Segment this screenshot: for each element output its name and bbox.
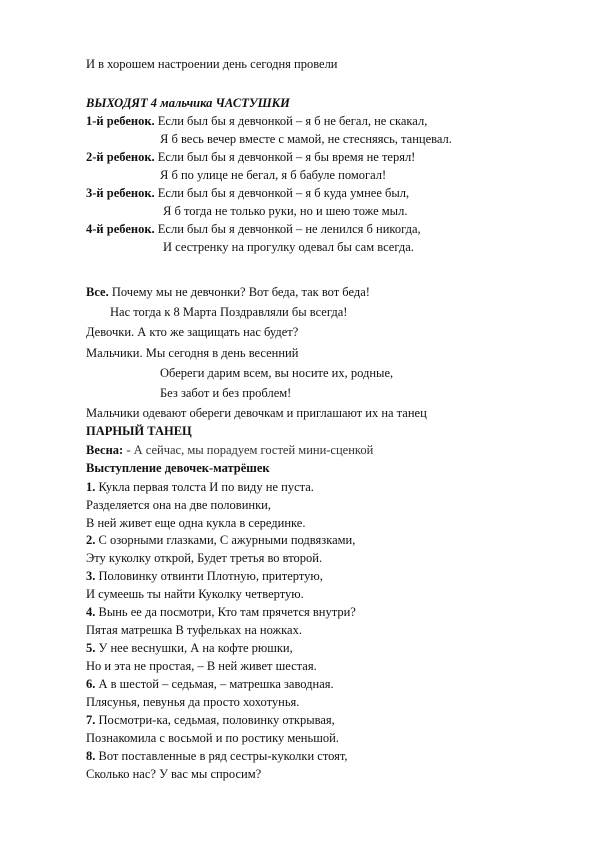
poem-line [86,532,355,548]
line-number: 2. [86,533,96,547]
verse-text: Если был бы я девчонкой – не ленился б никогда, [154,222,421,236]
verse-line [86,185,409,201]
poem-text: Пятая матрешка В туфельках на ножках. [86,623,302,637]
poem-text: В ней живет еще одна кукла в серединке. [86,516,306,530]
speaker-label: 1-й ребенок. [86,114,155,128]
poem-text: У нее веснушки, А на кофте рюшки, [95,641,293,655]
dance-heading: ПАРНЫЙ ТАНЕЦ [86,424,192,438]
poem-text: Плясунья, певунья да просто хохотунья. [86,695,300,709]
poem-line [86,712,335,728]
poem-text: А в шестой – седьмая, – матрешка заводная. [95,677,334,691]
girls-line: Девочки. А кто же защищать нас будет? [86,325,299,339]
poem-line [86,730,339,746]
poem-line [86,550,322,566]
verse-line [86,149,415,165]
line-number: 6. [86,677,96,691]
poem-line [86,658,317,674]
verse-line: Я б тогда не только руки, но и шею тоже мыл. [163,204,408,218]
line-number: 7. [86,713,96,727]
line-number: 1. [86,480,96,494]
poem-line [86,479,314,495]
intro-line: И в хорошем настроении день сегодня провели [86,57,338,71]
boys-line: Мальчики. Мы сегодня в день весенний [86,346,299,360]
speaker-label: Весна: [86,443,124,457]
verse-line: Я б весь вечер вместе с мамой, не стесняясь, танцевал. [160,132,452,146]
speaker-label: 2-й ребенок. [86,150,155,164]
line-number: 4. [86,605,96,619]
poem-text: Но и эта не простая, – В ней живет шестая. [86,659,317,673]
verse-text: Если был бы я девчонкой – я бы время не терял! [154,150,416,164]
poem-text: Половинку отвинти Плотную, притертую, [95,569,323,583]
verse-line [86,113,427,129]
poem-text: Разделяется она на две половинки, [86,498,271,512]
boys-line: Без забот и без проблем! [160,386,292,400]
speaker-label: Все. [86,285,109,299]
speaker-label: 3-й ребенок. [86,186,155,200]
poem-line [86,640,293,656]
poem-text: С озорными глазками, С ажурными подвязками, [95,533,356,547]
poem-text: И сумеешь ты найти Куколку четвертую. [86,587,304,601]
poem-text: Познакомила с восьмой и по ростику меньшой. [86,731,339,745]
poem-line [86,694,299,710]
line-number: 5. [86,641,96,655]
poem-text: Вынь ее да посмотри, Кто там прячется внутри? [95,605,356,619]
verse-line: И сестренку на прогулку одевал бы сам всегда. [163,240,414,254]
poem-line [86,622,302,638]
poem-text: Кукла первая толста И по виду не пуста. [95,480,314,494]
poem-text: Посмотри-ка, седьмая, половинку открывая, [95,713,335,727]
vse-line-2: Нас тогда к 8 Марта Поздравляли бы всегда! [110,305,348,319]
poem-line [86,604,356,620]
verse-text: Если был бы я девчонкой – я б не бегал, не скакал, [154,114,428,128]
verse-text: Если был бы я девчонкой – я б куда умнее был, [154,186,410,200]
poem-line [86,586,304,602]
poem-text: Эту куколку открой, Будет третья во второй. [86,551,323,565]
matryoshka-heading: Выступление девочек-матрёшек [86,461,270,475]
line-number: 3. [86,569,96,583]
verse-text: Почему мы не девчонки? Вот беда, так вот беда! [108,285,370,299]
poem-line [86,568,323,584]
line-number: 8. [86,749,96,763]
poem-text: Вот поставленные в ряд сестры-куколки стоят, [95,749,348,763]
verse-line [86,221,421,237]
vesna-text: - А сейчас, мы порадуем гостей мини-сценкой [123,443,374,457]
vse-line [86,284,370,300]
poem-line [86,676,334,692]
section-heading-chastushki: ВЫХОДЯТ 4 мальчика ЧАСТУШКИ [86,96,290,110]
speaker-label: 4-й ребенок. [86,222,155,236]
stage-direction: Мальчики одевают обереги девочкам и приглашают их на танец [86,406,427,420]
boys-line: Обереги дарим всем, вы носите их, родные, [160,366,394,380]
poem-text: Сколько нас? У вас мы спросим? [86,767,262,781]
poem-line [86,748,348,764]
poem-line [86,497,271,513]
vesna-line [86,442,373,458]
poem-line [86,766,261,782]
poem-line [86,515,305,531]
verse-line: Я б по улице не бегал, я б бабуле помогал! [160,168,387,182]
